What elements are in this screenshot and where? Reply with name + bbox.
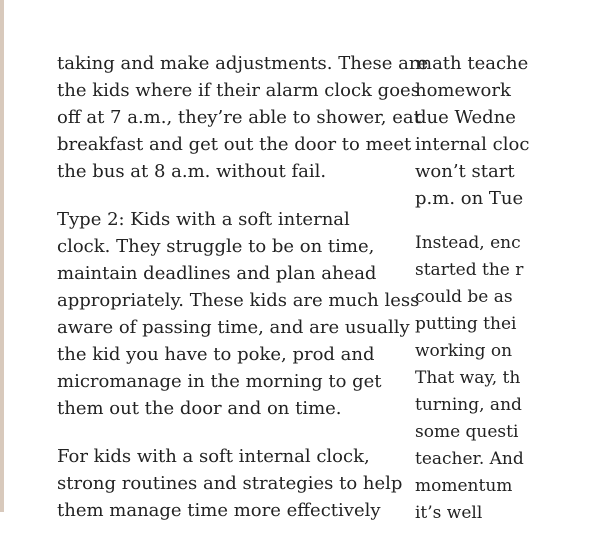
text-line: micromanage in the morning to get bbox=[57, 371, 382, 392]
text-line: appropriately. These kids are much less bbox=[57, 290, 420, 311]
text-line: them out the door and on time. bbox=[57, 398, 342, 419]
paragraph bbox=[57, 206, 420, 422]
right-text-column bbox=[415, 50, 615, 527]
text-line: p.m. on Tue bbox=[415, 188, 524, 209]
paragraph bbox=[57, 443, 403, 524]
text-line: them manage time more effectively bbox=[57, 500, 381, 521]
text-line: Type 2: Kids with a soft internal bbox=[57, 209, 350, 230]
text-line: started the r bbox=[415, 260, 524, 280]
text-line: Instead, enc bbox=[415, 233, 521, 253]
text-line: strong routines and strategies to help bbox=[57, 473, 403, 494]
text-line: momentum bbox=[415, 476, 513, 496]
text-line: the bus at 8 a.m. without fail. bbox=[57, 161, 327, 182]
text-line: That way, th bbox=[415, 368, 521, 388]
text-line: the kids where if their alarm clock goes bbox=[57, 80, 420, 101]
text-line: For kids with a soft internal clock, bbox=[57, 446, 370, 467]
page-edge-divider bbox=[0, 0, 4, 512]
text-line: math teache bbox=[415, 53, 529, 74]
paragraph bbox=[415, 50, 615, 212]
text-line: clock. They struggle to be on time, bbox=[57, 236, 375, 257]
text-line: teacher. And bbox=[415, 449, 524, 469]
text-line: putting thei bbox=[415, 314, 517, 334]
text-line: internal cloc bbox=[415, 134, 530, 155]
text-line: aware of passing time, and are usually bbox=[57, 317, 410, 338]
text-line: it’s well bbox=[415, 503, 483, 523]
text-line: maintain deadlines and plan ahead bbox=[57, 263, 377, 284]
text-line: turning, and bbox=[415, 395, 522, 415]
text-line: taking and make adjustments. These are bbox=[57, 53, 429, 74]
text-line: breakfast and get out the door to meet bbox=[57, 134, 412, 155]
left-text-column bbox=[57, 50, 429, 545]
text-line: homework bbox=[415, 80, 511, 101]
paragraph bbox=[415, 230, 615, 527]
text-line: some questi bbox=[415, 422, 519, 442]
text-line: due Wedne bbox=[415, 107, 516, 128]
text-line: working on bbox=[415, 341, 513, 361]
text-line: could be as bbox=[415, 287, 513, 307]
text-line: off at 7 a.m., they’re able to shower, eat bbox=[57, 107, 421, 128]
text-line: won’t start bbox=[415, 161, 515, 182]
paragraph bbox=[57, 50, 429, 185]
text-line: the kid you have to poke, prod and bbox=[57, 344, 375, 365]
